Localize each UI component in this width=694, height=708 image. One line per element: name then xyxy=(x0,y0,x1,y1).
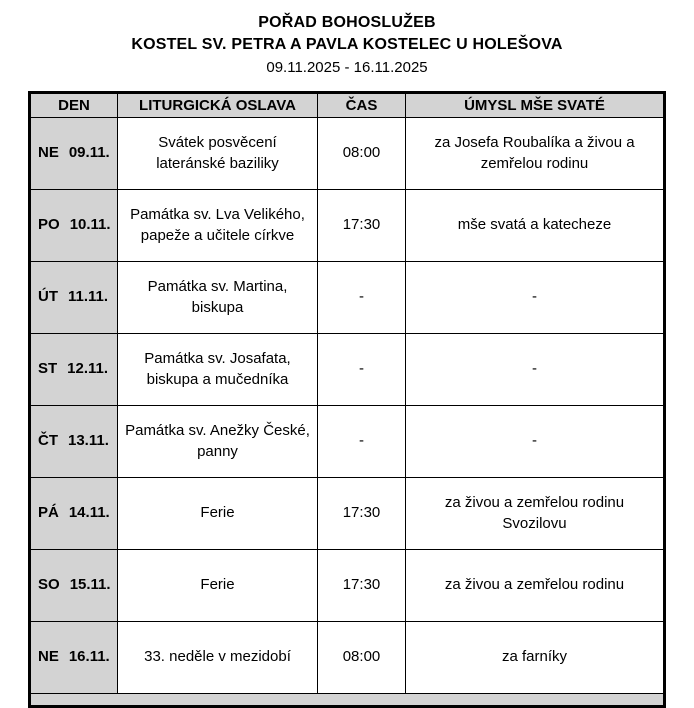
day-abbr: ST xyxy=(38,360,58,378)
intention-cell: za farníky xyxy=(406,622,665,694)
celebration-cell: Památka sv. Anežky České, panny xyxy=(118,406,318,478)
day-abbr: PO xyxy=(38,216,60,234)
column-header-liturgicka-oslava: LITURGICKÁ OSLAVA xyxy=(118,93,318,118)
celebration-cell: Svátek posvěcení lateránské baziliky xyxy=(118,118,318,190)
table-row xyxy=(30,262,665,334)
page-title: POŘAD BOHOSLUŽEB xyxy=(258,14,436,31)
celebration-cell: 33. neděle v mezidobí xyxy=(118,622,318,694)
column-header-den: DEN xyxy=(30,93,118,118)
day-abbr: ÚT xyxy=(38,288,58,306)
time-cell: 17:30 xyxy=(318,190,406,262)
day-date: 09.11. xyxy=(68,144,110,162)
column-header-umysl: ÚMYSL MŠE SVATÉ xyxy=(406,93,665,118)
table-row xyxy=(30,190,665,262)
day-cell xyxy=(30,550,118,622)
celebration-cell: Památka sv. Lva Velikého, papeže a učitele církve xyxy=(118,190,318,262)
day-abbr: NE xyxy=(38,648,59,666)
intention-cell: za Josefa Roubalíka a živou a zemřelou rodinu xyxy=(406,118,665,190)
day-abbr: PÁ xyxy=(38,504,59,522)
day-date: 13.11. xyxy=(68,432,109,450)
intention-cell: za živou a zemřelou rodinu xyxy=(406,550,665,622)
celebration-cell: Památka sv. Josafata, biskupa a mučedníka xyxy=(118,334,318,406)
time-cell: - xyxy=(318,406,406,478)
time-cell: - xyxy=(318,262,406,334)
table-body xyxy=(30,118,665,694)
day-cell xyxy=(30,118,118,190)
schedule-table xyxy=(28,91,666,708)
footer-strip xyxy=(30,694,665,707)
day-cell xyxy=(30,190,118,262)
intention-cell: - xyxy=(406,334,665,406)
celebration-cell: Památka sv. Martina, biskupa xyxy=(118,262,318,334)
day-date: 11.11. xyxy=(68,288,109,306)
day-abbr: ČT xyxy=(38,432,58,450)
table-row xyxy=(30,550,665,622)
day-date: 14.11. xyxy=(68,504,110,522)
title-block xyxy=(0,14,694,76)
day-abbr: SO xyxy=(38,576,60,594)
time-cell: 17:30 xyxy=(318,478,406,550)
time-cell: 08:00 xyxy=(318,118,406,190)
intention-cell: mše svatá a katecheze xyxy=(406,190,665,262)
intention-cell: - xyxy=(406,262,665,334)
celebration-cell: Ferie xyxy=(118,550,318,622)
day-date: 15.11. xyxy=(69,576,111,594)
time-cell: 08:00 xyxy=(318,622,406,694)
day-date: 16.11. xyxy=(68,648,110,666)
table-row xyxy=(30,334,665,406)
day-cell xyxy=(30,334,118,406)
table-footer xyxy=(30,694,665,707)
time-cell: 17:30 xyxy=(318,550,406,622)
page-subtitle: KOSTEL SV. PETRA A PAVLA KOSTELEC U HOLEŠOVA xyxy=(131,36,563,53)
table-header xyxy=(30,93,665,118)
intention-cell: za živou a zemřelou rodinu Svozilovu xyxy=(406,478,665,550)
day-cell xyxy=(30,478,118,550)
day-cell xyxy=(30,262,118,334)
time-cell: - xyxy=(318,334,406,406)
day-cell xyxy=(30,406,118,478)
day-abbr: NE xyxy=(38,144,59,162)
table-row xyxy=(30,118,665,190)
header-row xyxy=(30,93,665,118)
day-date: 12.11. xyxy=(67,360,109,378)
day-date: 10.11. xyxy=(69,216,111,234)
footer-strip-row xyxy=(30,694,665,707)
column-header-cas: ČAS xyxy=(318,93,406,118)
intention-cell: - xyxy=(406,406,665,478)
table-row xyxy=(30,478,665,550)
date-range: 09.11.2025 - 16.11.2025 xyxy=(266,59,428,76)
table-row xyxy=(30,406,665,478)
celebration-cell: Ferie xyxy=(118,478,318,550)
